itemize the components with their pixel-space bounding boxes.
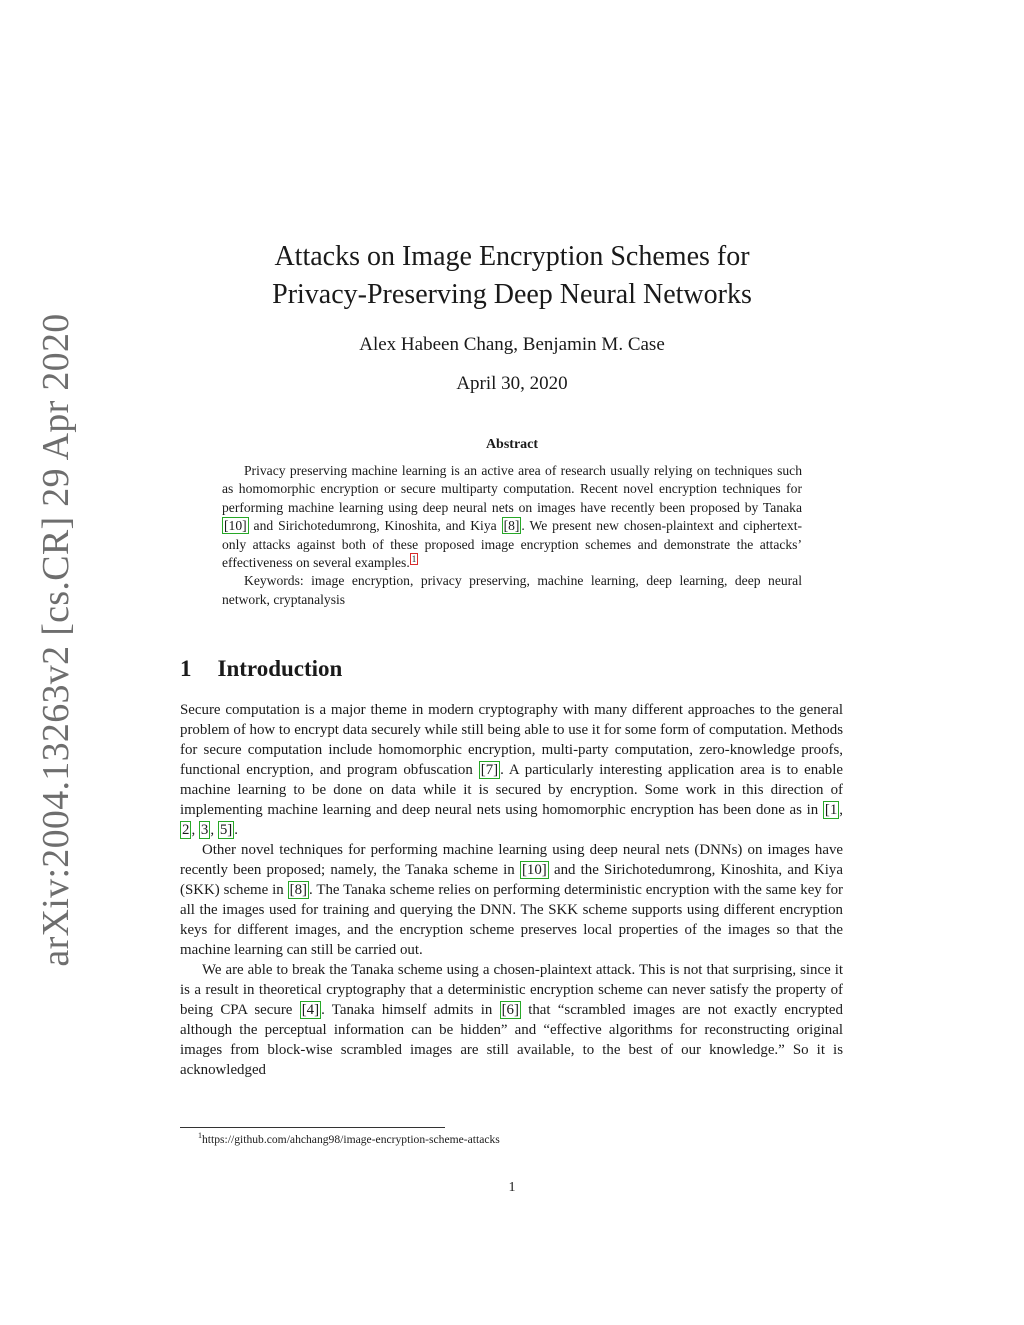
publication-date: April 30, 2020 [456, 373, 568, 394]
section-title: Introduction [217, 656, 343, 681]
abstract-text: . We present new chosen-plaintext and ciphertext-only attacks against both of these proposed image encryption schemes and demonstrate the attacks’ effectiveness on several examples. [222, 518, 802, 571]
citation-link[interactable]: [10] [521, 862, 547, 878]
citation-link[interactable]: [8] [503, 518, 520, 534]
section-number: 1 [180, 656, 192, 681]
arxiv-identifier-stamp: arXiv:2004.13263v2 [cs.CR] 29 Apr 2020 [35, 313, 77, 967]
abstract-paragraph [222, 462, 802, 572]
section-heading [180, 656, 342, 682]
body-paragraph [180, 960, 843, 1080]
body-text-run: . Tanaka himself admits in [321, 1002, 500, 1018]
footnote-link[interactable]: 1 [411, 553, 417, 564]
paper-title-line-1: Attacks on Image Encryption Schemes for [274, 241, 750, 272]
footnote-mark: 1 [198, 1131, 202, 1140]
abstract-text: and Sirichotedumrong, Kinoshita, and Kiya [248, 518, 502, 534]
citation-link[interactable]: [4] [301, 1002, 320, 1018]
paper-title-line-2: Privacy-Preserving Deep Neural Networks [272, 279, 752, 310]
body-text-run: . A particularly interesting application area is to enable machine learning to be done on data while it is secured by encryption. Some work in this direction of implementing machine learning and deep neural nets using homomorphic encryption has been done as in [180, 762, 843, 818]
body-paragraph [180, 840, 843, 960]
body-paragraph: Secure computation is a major theme in modern cryptography with many different approaches to the general problem of how to encrypt data securely while still being able to use it for some form of computation. Methods for secure computation include homomorphic encryption, multi-party computation, zero-knowledge proofs, functional encryption, and program obfuscation [7] . A particularly interesting application area is to enable machine learning to be done on data while it is secured by encryption. Some work in this direction of implementing machine learning and deep neural nets using homomorphic encryption has been done as in [1 , 2 , 3 , 5] . [180, 702, 843, 838]
citation-link[interactable]: [10] [224, 518, 247, 534]
body-text-run: and the Sirichotedumrong, Kinoshita, and Kiya (SKK) scheme in [180, 862, 843, 898]
footnote-url[interactable]: https://github.com/ahchang98/image-encryption-scheme-attacks [202, 1132, 500, 1146]
abstract-body [222, 462, 802, 609]
body-text-run: that “scrambled images are not exactly encrypted although the perceptual information can be hidden” and “effective algorithms for reconstructing original images from block-wise scrambled images are still available, to the best of our knowledge.” So it is acknowledged [180, 1002, 843, 1078]
citation-link[interactable]: [6] [501, 1002, 519, 1018]
citation-link[interactable]: 3 [200, 822, 209, 838]
citation-link[interactable]: [1 [824, 802, 838, 818]
body-text-run: Secure computation is a major theme in modern cryptography with many different approaches to the general problem of how to encrypt data securely while still being able to use it for some form of computation. Methods for secure computation include homomorphic encryption, multi-party computation, zero-knowledge proofs, functional encryption, and program obfuscation [180, 702, 843, 778]
author-list: Alex Habeen Chang, Benjamin M. Case [359, 334, 665, 355]
paper-title [0, 238, 1024, 314]
citation-link[interactable]: [8] [289, 882, 307, 898]
citation-link[interactable]: 2 [182, 822, 190, 838]
footnote [198, 1131, 500, 1146]
abstract-heading: Abstract [485, 437, 539, 452]
body-text [180, 700, 843, 1080]
page-number: 1 [508, 1180, 516, 1195]
body-text-run: We are able to break the Tanaka scheme using a chosen-plaintext attack. This is not that surprising, since it is a result in theoretical cryptography that a deterministic encryption scheme can never satisfy the property of being CPA secure [180, 962, 843, 1018]
citation-link[interactable]: [7] [480, 762, 499, 778]
abstract-text: Privacy preserving machine learning is an active area of research usually relying on techniques such as homomorphic encryption or secure multiparty computation. Recent novel encryption techniques for performing machine learning using deep neural nets on images have recently been proposed by Tanaka [222, 463, 802, 515]
body-text-run: Other novel techniques for performing machine learning using deep neural nets (DNNs) on images have recently been proposed; namely, the Tanaka scheme in [180, 842, 843, 878]
body-text-run: . The Tanaka scheme relies on performing deterministic encryption with the same key for all the images used for training and querying the DNN. The SKK scheme supports using different encryption keys for different images, and the encryption scheme preserves local properties of the images so that the machine learning can still be carried out. [180, 882, 843, 958]
citation-link[interactable]: 5] [219, 822, 233, 838]
body-text-run: . [234, 822, 238, 838]
keywords: Keywords: image encryption, privacy preserving, machine learning, deep learning, deep neural network, cryptanalysis [222, 573, 802, 607]
footnote-divider [180, 1127, 445, 1128]
